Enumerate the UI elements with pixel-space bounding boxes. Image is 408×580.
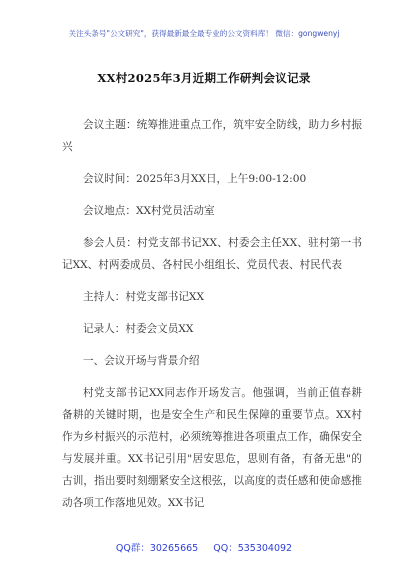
meeting-location: 会议地点：XX村党员活动室 [83,205,215,217]
body-paragraph: 村党支部书记XX同志作开场发言。他强调，当前正值春耕备耕的关键时期，也是安全生产和民生保障的重要节点。XX村作为乡村振兴的示范村，必须统筹推进各项重点工作，确保安全与发展并重。XX书记引用"居安思危，思则有备，有备无患"的古训，指出要时刻绷紧安全这根弦，以高度的责任感和使命感推动各项工作落地见效。XX书记 [62,387,362,509]
section-heading: 一、会议开场与背景介绍 [83,355,200,367]
qq-number: QQ：535304092 [213,543,293,554]
meeting-topic: 会议主题：统筹推进重点工作，筑牢安全防线，助力乡村振兴 [62,119,362,153]
document-body [62,114,362,514]
meeting-recorder: 记录人：村委会文员XX [83,323,194,335]
header-banner: 关注头条号"公文研究"，获得最新最全最专业的公文资料库！ 微信：gongwenyj [68,29,340,38]
qq-group: QQ群：30265665 [115,543,199,554]
footer-contact [0,540,408,554]
meeting-time: 会议时间：2025年3月XX日，上午9:00-12:00 [83,173,307,185]
document-title: XX村2025年3月近期工作研判会议记录 [97,71,311,85]
meeting-host: 主持人：村党支部书记XX [83,291,205,303]
meeting-attendees: 参会人员：村党支部书记XX、村委会主任XX、驻村第一书记XX、村两委成员、各村民小组组长、党员代表、村民代表 [62,237,362,271]
